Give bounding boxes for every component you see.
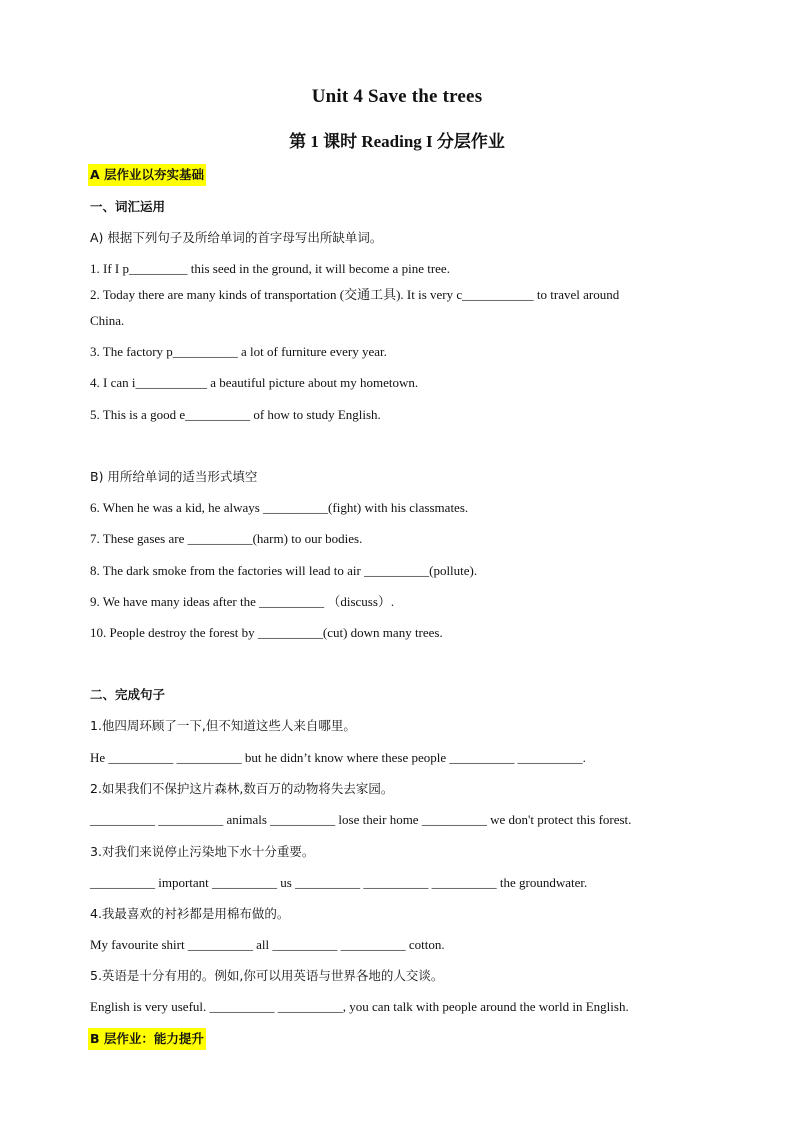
partA-instruction: A) 根据下列句子及所给单词的首字母写出所缺单词。 [90,230,383,245]
partB-item-8: 8. The dark smoke from the factories will lead to air __________(pollute). [90,563,478,578]
partA-item-3: 3. The factory p__________ a lot of furniture every year. [90,344,387,359]
part2-item-4-cn: 4.我最喜欢的衬衫都是用棉布做的。 [90,906,290,921]
partB-item-7: 7. These gases are __________(harm) to our bodies. [90,531,363,546]
part1-heading: 一、词汇运用 [90,199,166,214]
partA-item-1: 1. If I p_________ this seed in the ground, it will become a pine tree. [90,261,450,276]
partB-item-6: 6. When he was a kid, he always __________(fight) with his classmates. [90,500,469,515]
part2-item-3-cn: 3.对我们来说停止污染地下水十分重要。 [90,844,315,859]
section-b-label: B 层作业：能力提升 [88,1028,206,1050]
page-subtitle: 第 1 课时 Reading I 分层作业 [289,132,505,151]
section-a-label: A 层作业以夯实基础 [88,164,206,186]
partA-item-2-cont: China. [90,313,125,328]
part2-item-5-cn: 5.英语是十分有用的。例如,你可以用英语与世界各地的人交谈。 [90,968,444,983]
part2-item-4-en: My favourite shirt __________ all __________ __________ cotton. [90,937,445,952]
part2-item-5-en: English is very useful. __________ __________, you can talk with people around the world in English. [90,999,629,1014]
part2-item-1-en: He __________ __________ but he didn’t know where these people __________ __________. [90,750,586,765]
partA-item-4: 4. I can i___________ a beautiful picture about my hometown. [90,375,419,390]
partB-instruction: B) 用所给单词的适当形式填空 [90,469,258,484]
partB-item-9: 9. We have many ideas after the __________ （discuss）. [90,594,395,609]
partA-item-5: 5. This is a good e__________ of how to study English. [90,407,381,422]
part2-item-3-en: __________ important __________ us __________ __________ __________ the groundwater. [90,875,588,890]
part2-item-2-cn: 2.如果我们不保护这片森林,数百万的动物将失去家园。 [90,781,394,796]
part2-item-2-en: __________ __________ animals __________ lose their home __________ we don't protect this forest. [90,812,632,827]
partA-item-2: 2. Today there are many kinds of transportation (交通工具). It is very c___________ to travel around [90,287,620,302]
page-title: Unit 4 Save the trees [311,86,483,107]
partB-item-10: 10. People destroy the forest by __________(cut) down many trees. [90,625,443,640]
part2-heading: 二、完成句子 [90,687,166,702]
part2-item-1-cn: 1.他四周环顾了一下,但不知道这些人来自哪里。 [90,718,356,733]
